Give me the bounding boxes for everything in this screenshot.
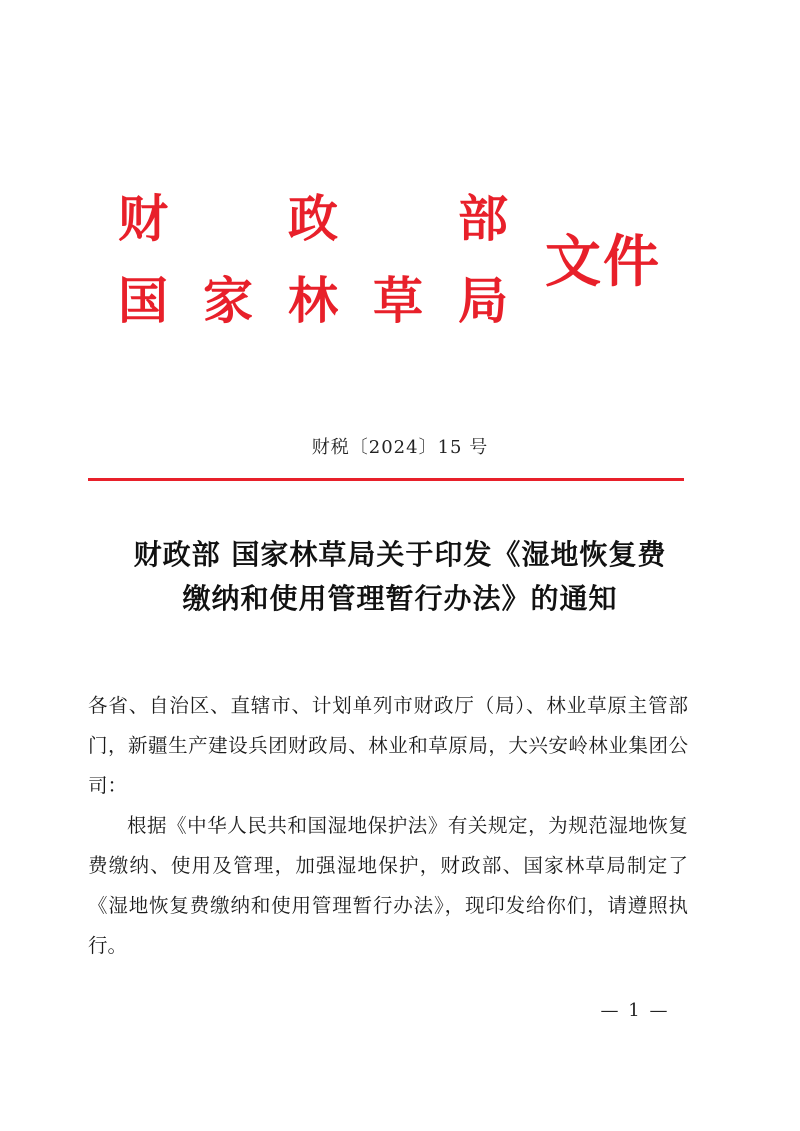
issuer-ministry-of-finance <box>118 190 508 248</box>
document-body <box>88 686 688 966</box>
issuer-forestry-grassland-admin <box>118 272 508 330</box>
body-paragraph: 根据《中华人民共和国湿地保护法》有关规定，为规范湿地恢复费缴纳、使用及管理，加强湿地保护，财政部、国家林草局制定了《湿地恢复费缴纳和使用管理暂行办法》，现印发给你们，请遵照执行。 <box>88 814 688 957</box>
issuer-char: 家 <box>203 271 253 330</box>
issuer-char: 财 <box>118 189 168 248</box>
issuer-char: 国 <box>118 271 168 330</box>
page-number: — 1 — <box>600 1000 670 1021</box>
issuer-header <box>0 0 800 360</box>
document-word: 文件 <box>545 229 661 295</box>
issuer-char: 部 <box>458 189 508 248</box>
issuer-char: 局 <box>458 271 508 330</box>
red-separator-line <box>88 478 684 481</box>
issuer-char: 林 <box>288 271 338 330</box>
issuer-char: 政 <box>288 189 338 248</box>
document-number: 财税〔2024〕15 号 <box>311 437 489 458</box>
issuer-char: 草 <box>373 271 423 330</box>
title-line-2: 缴纳和使用管理暂行办法》的通知 <box>182 582 618 615</box>
addressee-paragraph: 各省、自治区、直辖市、计划单列市财政厅（局）、林业草原主管部门，新疆生产建设兵团财政局、林业和草原局，大兴安岭林业集团公司： <box>88 694 688 797</box>
title-line-1: 财政部 国家林草局关于印发《湿地恢复费 <box>133 538 667 571</box>
document-title <box>100 533 700 621</box>
